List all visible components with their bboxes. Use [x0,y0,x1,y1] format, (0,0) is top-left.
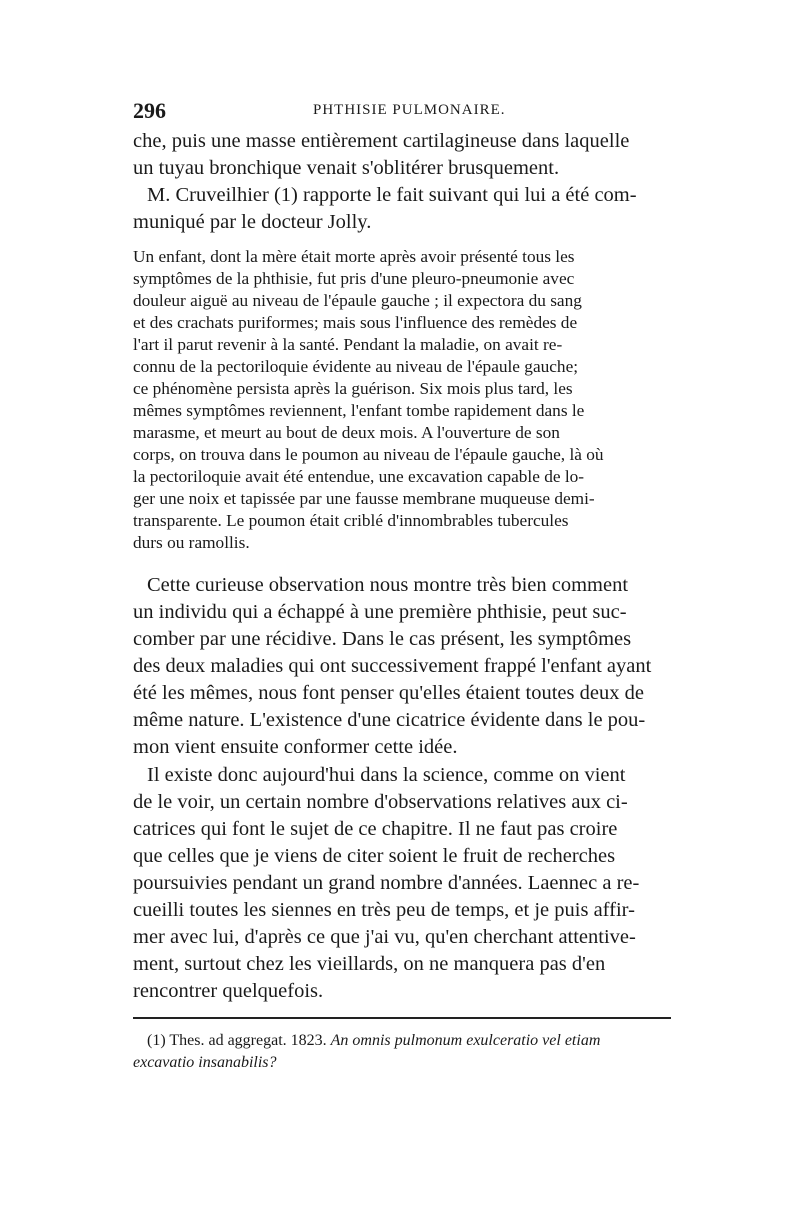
text-line: la pectoriloquie avait été entendue, une excavation capable de lo- [133,467,585,486]
text-line: ce phénomène persista après la guérison. Six mois plus tard, les [133,379,573,398]
text-line: muniqué par le docteur Jolly. [133,211,372,233]
footnote-latin-title: An omnis pulmonum exulceratio vel etiam [330,1032,601,1049]
text-line: marasme, et meurt au bout de deux mois. A l'ouverture de son [133,423,560,442]
text-line: Il existe donc aujourd'hui dans la science, comme on vient [147,764,626,786]
text-line: mer avec lui, d'après ce que j'ai vu, qu'en cherchant attentive- [133,926,636,948]
text-line: M. Cruveilhier (1) rapporte le fait suivant qui lui a été com- [147,184,637,206]
paragraph-4 [133,762,673,1005]
page-header [133,98,673,128]
text-line: rencontrer quelquefois. [133,980,324,1002]
text-line: des deux maladies qui ont successivement frappé l'enfant ayant [133,655,652,677]
text-line: douleur aiguë au niveau de l'épaule gauche ; il expectora du sang [133,291,582,310]
text-line: symptômes de la phthisie, fut pris d'une pleuro-pneumonie avec [133,269,575,288]
text-line: ger une noix et tapissée par une fausse membrane muqueuse demi- [133,489,595,508]
text-line: Cette curieuse observation nous montre très bien comment [147,574,629,596]
text-line: transparente. Le poumon était criblé d'innombrables tubercules [133,511,569,530]
quoted-observation [133,246,673,554]
text-line: comber par une récidive. Dans le cas présent, les symptômes [133,628,632,650]
paragraph-3 [133,572,673,761]
footnote [133,1030,673,1074]
footnote-divider [133,1017,671,1019]
text-line: mêmes symptômes reviennent, l'enfant tombe rapidement dans le [133,401,585,420]
text-line: Un enfant, dont la mère était morte après avoir présenté tous les [133,247,575,266]
text-line: catrices qui font le sujet de ce chapitre. Il ne faut pas croire [133,818,618,840]
text-line: même nature. L'existence d'une cicatrice évidente dans le pou- [133,709,646,731]
text-line: poursuivies pendant un grand nombre d'années. Laennec a re- [133,872,640,894]
text-line: corps, on trouva dans le poumon au niveau de l'épaule gauche, là où [133,445,604,464]
text-line: de le voir, un certain nombre d'observations relatives aux ci- [133,791,628,813]
footnote-reference: (1) Thes. ad aggregat. 1823. [147,1032,327,1049]
text-line: mon vient ensuite conformer cette idée. [133,736,458,758]
page-number: 296 [133,98,166,123]
text-line: connu de la pectoriloquie évidente au niveau de l'épaule gauche; [133,357,579,376]
text-line: durs ou ramollis. [133,533,250,552]
text-line: un tuyau bronchique venait s'oblitérer brusquement. [133,157,560,179]
footnote-latin-title-cont: excavatio insanabilis? [133,1054,277,1071]
text-line: été les mêmes, nous font penser qu'elles étaient toutes deux de [133,682,644,704]
text-line: cueilli toutes les siennes en très peu de temps, et je puis affir- [133,899,635,921]
text-line: che, puis une masse entièrement cartilagineuse dans laquelle [133,130,630,152]
text-line: ment, surtout chez les vieillards, on ne manquera pas d'en [133,953,606,975]
paragraph-2 [133,182,673,236]
text-line: un individu qui a échappé à une première phthisie, peut suc- [133,601,627,623]
text-line: que celles que je viens de citer soient le fruit de recherches [133,845,616,867]
paragraph-1 [133,128,673,182]
running-title: PHTHISIE PULMONAIRE. [313,102,506,118]
text-line: et des crachats puriformes; mais sous l'influence des remèdes de [133,313,578,332]
text-line: l'art il parut revenir à la santé. Pendant la maladie, on avait re- [133,335,563,354]
